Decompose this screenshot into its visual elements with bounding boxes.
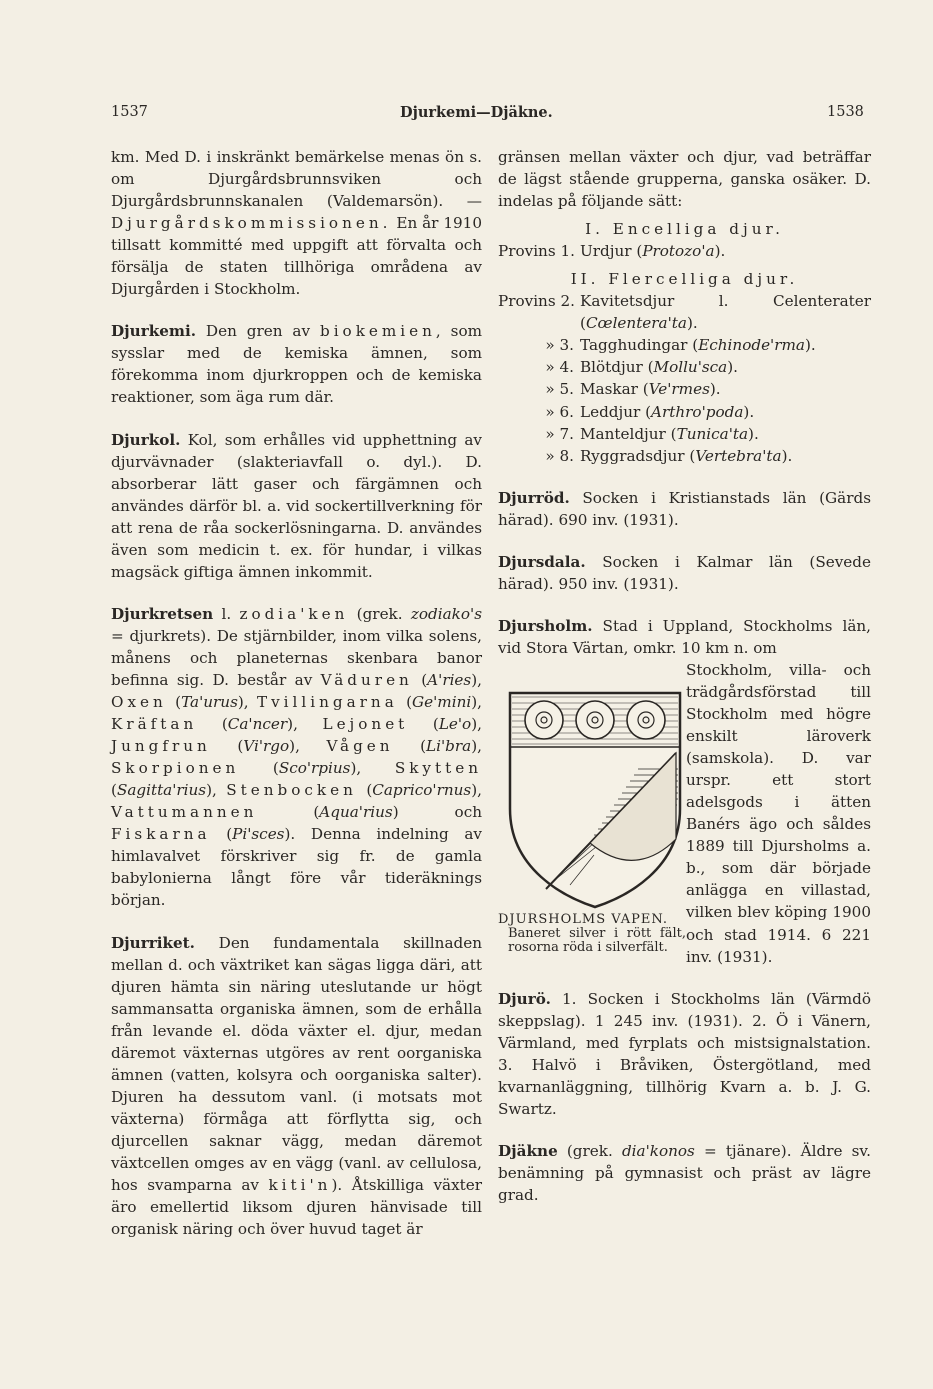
figure-caption: DJURSHOLMS VAPEN. Baneret silver i rött fält, rosorna röda i silverfält.: [498, 911, 686, 955]
entry-djursdala: Djursdala. Socken i Kalmar län (Sevede härad). 950 inv. (1931).: [498, 552, 871, 593]
list-item: » 4. Blötdjur (Mollu'sca).: [545, 358, 739, 377]
coat-of-arms-shield-icon: [506, 689, 684, 911]
djursholm-wrapped-text: Stockholm, villa- och trädgårdsförstad till Stockholm med högre enskilt läroverk (samskola). D. var urspr. ett stort adelsgods i ätten Banérs ägo och såldes 1889 till Djursholms a. b., som där började anlägga en villastad, vilken blev köping 1900 och stad 1914. 6 221 inv. (1931).: [686, 660, 871, 966]
running-title: Djurkemi—Djäkne.: [400, 104, 553, 121]
right-column: [498, 146, 871, 1206]
entry-djurriket-continued: gränsen mellan växter och djur, vad beträffar de lägst stående grupperna, ganska osäker. D. indelas på följande sätt:: [498, 148, 871, 211]
entry-djurriket: Djurriket. Den fundamentala skillnaden mellan d. och växtriket kan sägas ligga däri, att djuren hämta sin näring uteslutande ur högt sammansatta organiska ämnen, som de erhålla från levande el. döda växter el. djur, medan däremot växternas utgöres av rent oorganiska ämnen (vatten, kolsyra och oorganiska salter). Djuren ha dessutom vanl. (i motsats mot växterna) förmåga att förflytta sig, och djurcellen saknar vägg, medan däremot växtcellen omges av en vägg (vanl. av cellulosa, hos svamparna av kiti'n). Åtskilliga växter äro emellertid liksom djuren hänvisade till organisk näring och över huvud taget är: [111, 933, 482, 1239]
list-item: » 5. Maskar (Ve'rmes).: [545, 380, 721, 399]
djursholm-figure-row: [498, 659, 871, 968]
list-item: » 7. Manteldjur (Tunica'ta).: [545, 424, 759, 443]
entry-djuro: Djurö. 1. Socken i Stockholms län (Värmdö skeppslag). 1 245 inv. (1931). 2. Ö i Vänern, Värmland, med fyrplats och mistsignalstation. 3. Halvö i Bråviken, Östergötland, med kvarnanläggning, tillhörig Kvarn a. b. J. G. Swartz.: [498, 989, 871, 1118]
page-number-left: 1537: [111, 104, 148, 120]
group-flercelliga: II. Flercelliga djur.: [570, 270, 799, 289]
page-number-right: 1538: [827, 104, 864, 120]
group-encelliga: I. Encelliga djur.: [585, 220, 784, 239]
list-item: » 3. Tagghudingar (Echinode'rma).: [545, 336, 816, 355]
entry-djurgarden-continued: km. Med D. i inskränkt bemärkelse menas ön s. om Djurgårdsbrunnsviken och Djurgårdsbrunnskanalen (Valdemarsön). — Djurgårdskommissionen. En år 1910 tillsatt kommitté med uppgift att förvalta och försälja de staten tillhöriga områdena av Djurgården i Stockholm.: [111, 148, 482, 299]
entry-djakne: Djäkne (grek. dia'konos = tjänare). Äldre sv. benämning på gymnasist och präst av lägre grad.: [498, 1141, 871, 1204]
list-item: » 8. Ryggradsdjur (Vertebra'ta).: [545, 446, 793, 465]
entry-djurkretsen: Djurkretsen l. zodia'ken (grek. zodiako's = djurkrets). De stjärnbilder, inom vilka solens, månens och planeternas skenbara banor befinna sig. D. består av Väduren (A'ries), Oxen (Ta'urus), Tvillingarna (Ge'mini), Kräftan (Ca'ncer), Lejonet (Le'o), Jungfrun (Vi'rgo), Vågen (Li'bra), Skorpionen (Sco'rpius), Skytten (Sagitta'rius), Stenbocken (Caprico'rnus), Vattumannen (Aqua'rius) och Fiskarna (Pi'sces). Denna indelning av himlavalvet förskriver sig fr. de gamla babylonierna långt före vår tideräknings början.: [111, 604, 482, 910]
entry-djurkol: Djurkol. Kol, som erhålles vid upphettning av djurvävnader (slakteriavfall o. dyl.). D. absorberar lätt gaser och färgämnen och användes därför bl. a. vid sockertillverkning för att rena de råa sockerlösningarna. D. användes även som medicin t. ex. för hundar, i vilkas magsäck giftiga ämnen inkommit.: [111, 430, 482, 581]
entry-djurrod: Djurröd. Socken i Kristianstads län (Gärds härad). 690 inv. (1931).: [498, 488, 871, 529]
taxonomy-list-1: [498, 240, 871, 262]
list-item: » 6. Leddjur (Arthro'poda).: [545, 402, 755, 421]
entry-djursholm: Djursholm. Stad i Uppland, Stockholms län, vid Stora Värtan, omkr. 10 km n. om: [498, 616, 871, 657]
entry-djurkemi: Djurkemi. Den gren av biokemien, som sysslar med de kemiska ämnen, som förekomma inom djurkroppen och de kemiska reaktioner, som äga rum där.: [111, 322, 482, 407]
taxonomy-list-2: [498, 290, 871, 466]
list-item: Provins 1. Urdjur (Protozo'a).: [498, 242, 726, 261]
list-item: Provins 2. Kavitetsdjur l. Celenterater (Cœlentera'ta).: [498, 292, 871, 333]
coat-of-arms-figure: [498, 659, 686, 968]
left-column: [111, 146, 482, 1240]
